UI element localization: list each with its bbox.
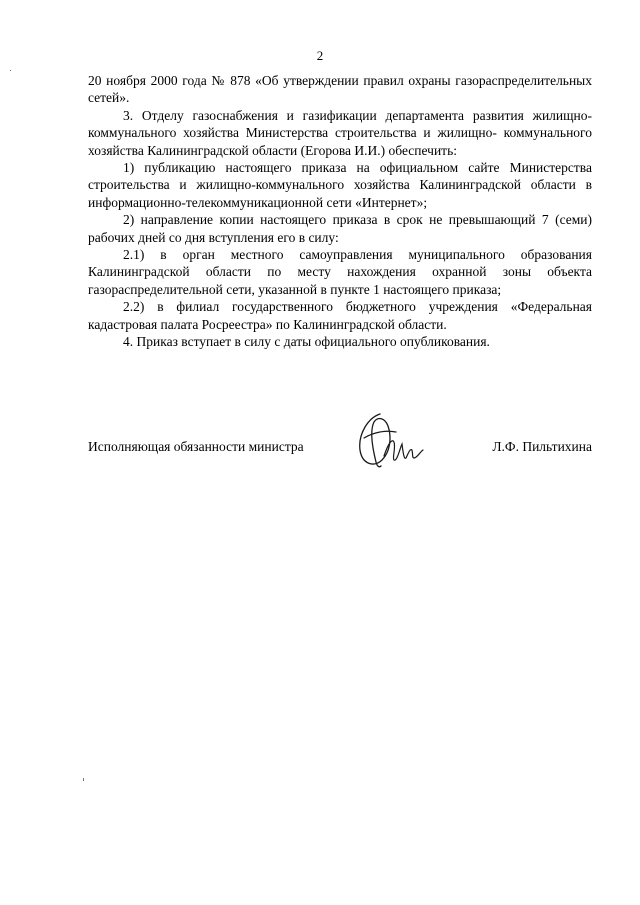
scan-mark (10, 70, 11, 71)
text-line: 2) направление копии настоящего приказа в срок не превышающий (123, 212, 536, 228)
scan-mark (83, 778, 84, 781)
paragraph-continuation (88, 72, 592, 107)
paragraph-item-3-2 (88, 211, 592, 246)
text-line: 2.2) в филиал государственного бюджетного учреждения «Федеральная (123, 299, 592, 315)
text-line: Министерства строительства и жилищно-коммунального хозяйства (88, 160, 592, 193)
paragraph-item-3-1 (88, 159, 592, 211)
signer-title: Исполняющая обязанности министра (88, 439, 304, 454)
text-line: Калининградской области в информационно-телекоммуникационной сети (88, 177, 592, 210)
paragraph-item-2-2 (88, 298, 592, 333)
text-line: 7 (семи) рабочих дней со дня вступления его в силу: (88, 212, 592, 245)
text-line: обеспечить: (388, 142, 457, 158)
signature-block (88, 408, 592, 488)
text-line: Калининградской области по месту нахождения охранной зоны объекта (88, 264, 592, 280)
text-line: 20 ноября 2000 года № 878 «Об утверждении правил охраны (88, 73, 451, 88)
text-line: «Интернет»; (355, 194, 428, 210)
handwritten-signature (350, 408, 426, 472)
text-line: коммунального хозяйства Калининградской области (Егорова И.И.) (88, 125, 592, 158)
paragraph-item-4 (88, 333, 592, 350)
page-number: 2 (316, 48, 324, 63)
text-line: 4. Приказ вступает в силу с даты официального опубликования. (123, 334, 490, 350)
text-line: 2.1) в орган местного самоуправления муниципального образования (123, 247, 592, 263)
text-line: кадастровая палата Росреестра» по Калининградской области. (88, 316, 447, 332)
text-line: газораспределительной сети, указанной в пункте 1 настоящего приказа; (88, 281, 502, 297)
paragraph-item-3 (88, 107, 592, 159)
text-line: газораспределительных сетей». (88, 73, 593, 106)
text-line: 3. Отделу газоснабжения и газификации департамента развития (123, 107, 524, 123)
document-body (88, 72, 592, 351)
signer-name: Л.Ф. Пильтихина (492, 439, 592, 454)
text-line: 1) публикацию настоящего приказа на официальном сайте (123, 160, 500, 176)
text-line: жилищно-коммунального хозяйства Министерства строительства и жилищно- (88, 107, 593, 141)
paragraph-item-2-1 (88, 246, 592, 298)
